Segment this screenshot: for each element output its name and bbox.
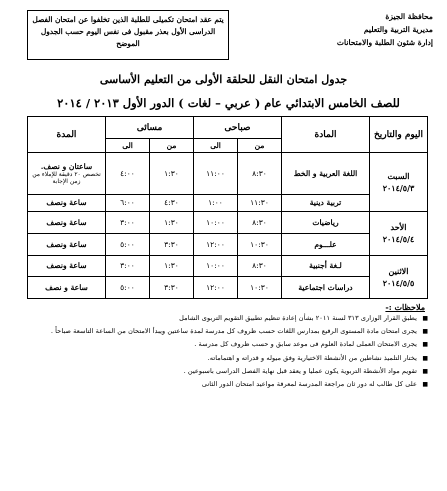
morning-from-cell: ١١:٣٠	[238, 194, 282, 211]
subject-cell: لـغة أجنبية	[282, 255, 370, 277]
table-row	[28, 277, 428, 299]
exam-schedule-table	[27, 116, 428, 299]
note-item: ■ يجرى امتحان مادة المستوى الرفيع بمدارس اللغات حسب ظروف كل مدرسة لمدة ساعتين ويبدأ الامتحان من الساعة التاسعة صباحاً .	[20, 325, 417, 338]
evening-from-cell: ٤:٣٠	[150, 194, 194, 211]
header-subject: المادة	[282, 117, 370, 153]
notes-list	[20, 312, 429, 391]
directorate: مديرية التربية والتعليم	[363, 25, 433, 34]
duration-text: ساعتان و نصف.	[40, 161, 93, 171]
evening-to-cell: ٤:٠٠	[106, 153, 150, 195]
day-date: ٢٠١٤/٥/٥	[382, 277, 415, 288]
evening-from-cell: ٣:٣٠	[150, 233, 194, 255]
duration-cell: ساعة ونصف	[28, 194, 106, 211]
header-evening: مسائى	[106, 117, 194, 139]
morning-to-cell: ١٢:٠٠	[194, 277, 238, 299]
note-item: ■ يطبق القرار الوزارى ٣١٣ لسنة ٢٠١١ بشأن إعادة تنظيم تطبيق التقويم التربوى الشامل	[20, 312, 417, 325]
header-duration: المدة	[28, 117, 106, 153]
header-morning-to: الى	[194, 139, 238, 153]
evening-from-cell: ١:٣٠	[150, 212, 194, 234]
evening-from-cell: ٣:٣٠	[150, 277, 194, 299]
day-cell	[370, 255, 428, 298]
header-morning: صباحى	[194, 117, 282, 139]
duration-cell: ساعة ونصف	[28, 233, 106, 255]
subject-cell: رياضيات	[282, 212, 370, 234]
morning-to-cell: ١٠:٠٠	[194, 212, 238, 234]
header-evening-from: من	[150, 139, 194, 153]
evening-to-cell: ٣:٠٠	[106, 212, 150, 234]
evening-from-cell: ١:٣٠	[150, 153, 194, 195]
morning-to-cell: ١٢:٠٠	[194, 233, 238, 255]
table-row	[28, 233, 428, 255]
makeup-exam-notice	[27, 10, 229, 60]
note-item: ■ يجرى الامتحان العملى لمادة العلوم فى موعد سابق و حسب ظروف كل مدرسة .	[20, 338, 417, 351]
header-day-date: اليوم والتاريخ	[370, 117, 428, 153]
morning-from-cell: ٨:٣٠	[238, 212, 282, 234]
note-item: ■ تقويم مواد الأنشطة التربوية يكون عمليا و يعقد قبل نهاية الفصل الدراسى باسبوعين .	[20, 365, 417, 378]
morning-to-cell: ١:٠٠	[194, 194, 238, 211]
subject-cell: علـــوم	[282, 233, 370, 255]
header-evening-to: الى	[106, 139, 150, 153]
governorate: محافظة الجيزة	[385, 12, 433, 21]
morning-to-cell: ١٠:٠٠	[194, 255, 238, 277]
page-title: جدول امتحان النقل للحلقة الأولى من التعليم الأساسى	[99, 73, 348, 86]
day-cell	[370, 153, 428, 212]
duration-cell: ساعة ونصف	[28, 255, 106, 277]
duration-note: تخصص ٢٠ دقيقة للإملاء من زمن الإجابة	[32, 170, 101, 185]
header-morning-from: من	[238, 139, 282, 153]
evening-to-cell: ٣:٠٠	[106, 255, 150, 277]
evening-to-cell: ٥:٠٠	[106, 277, 150, 299]
morning-from-cell: ١٠:٣٠	[238, 233, 282, 255]
subject-cell: دراسات اجتماعية	[282, 277, 370, 299]
day-date: ٢٠١٤/٥/٤	[382, 234, 415, 245]
organization-header	[293, 10, 433, 49]
notice-line: يتم عقد امتحان تكميلى للطلبة الذين تخلفوا عن امتحان الفصل	[32, 15, 224, 24]
morning-from-cell: ٨:٣٠	[238, 255, 282, 277]
table-row	[28, 153, 428, 195]
day-name: الأحد	[390, 222, 407, 233]
duration-cell	[28, 153, 106, 195]
day-name: السبت	[387, 171, 410, 182]
note-item: ■ على كل طالب له دور ثان مراجعة المدرسة لمعرفة مواعيد امتحان الدور الثانى	[20, 378, 417, 391]
duration-cell: ساعة ونصف	[28, 212, 106, 234]
duration-cell: ساعة و نصف	[28, 277, 106, 299]
subject-cell: تربية دينية	[282, 194, 370, 211]
morning-from-cell: ١٠:٣٠	[238, 277, 282, 299]
table-row	[28, 212, 428, 234]
subject-cell: اللغة العربية و الخط	[282, 153, 370, 195]
day-cell	[370, 212, 428, 255]
evening-to-cell: ٥:٠٠	[106, 233, 150, 255]
evening-from-cell: ١:٣٠	[150, 255, 194, 277]
table-row	[28, 255, 428, 277]
table-row	[28, 194, 428, 211]
department: إدارة شئون الطلبة والامتحانات	[336, 38, 433, 47]
notice-line: الدراسى الأول بعذر مقبول فى نفس اليوم حسب الجدول الموضح	[40, 27, 216, 48]
day-name: الاثنين	[388, 265, 409, 276]
note-item: ■ يختار التلميذ نشاطين من الأنشطة الاختيارية وفق ميوله و قدراته و اهتماماته.	[20, 352, 417, 365]
evening-to-cell: ٦:٠٠	[106, 194, 150, 211]
page-subtitle: للصف الخامس الابتدائي عام ( عربي – لغات ) الدور الأول ٢٠١٣ / ٢٠١٤	[57, 96, 400, 110]
notes-heading: ملاحظات :-	[385, 302, 425, 312]
morning-from-cell: ٨:٣٠	[238, 153, 282, 195]
day-date: ٢٠١٤/٥/٣	[382, 183, 415, 194]
morning-to-cell: ١١:٠٠	[194, 153, 238, 195]
